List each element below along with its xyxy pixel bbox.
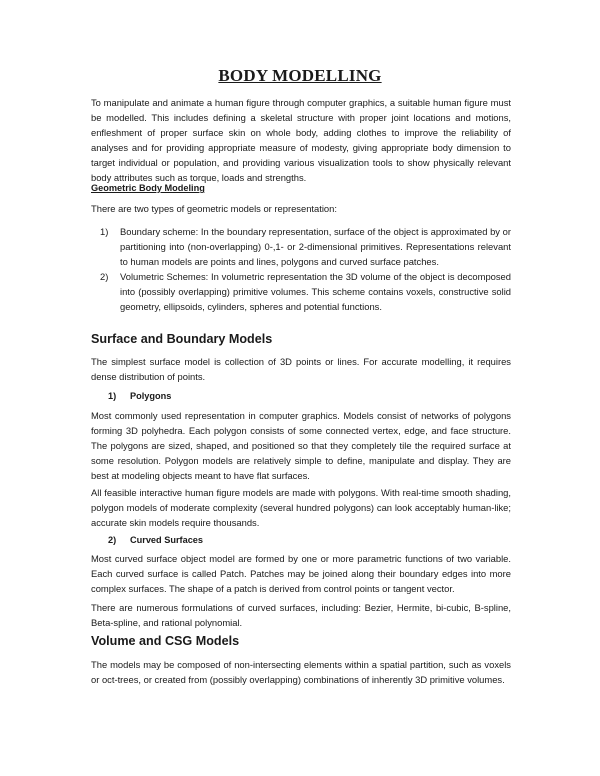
volume-heading: Volume and CSG Models (91, 634, 240, 648)
polygons-label: Polygons (130, 391, 172, 401)
list-item (100, 224, 511, 269)
surface-heading: Surface and Boundary Models (91, 332, 273, 346)
intro-paragraph: To manipulate and animate a human figure through computer graphics, a suitable human figure must be modelled. This includes defining a skeletal structure with proper joint locations and motions, enfleshment of proper surface skin on whole body, adding clothes to improve the reliability of analyses and for providing appropriate measure of modesty, giving appropriate body dimension to target individual or population, and providing various visualization tools to show physically relevant body attributes such as torque, loads and strengths. (91, 97, 511, 183)
volume-paragraph: The models may be composed of non-intersecting elements within a spatial partition, such as voxels or oct-trees, or created from (possibly overlapping) combinations of inherently 3D primitive volumes. (91, 659, 511, 685)
curved-label: Curved Surfaces (130, 535, 204, 545)
geometric-lead: There are two types of geometric models or representation: (91, 203, 337, 214)
geometric-list (91, 224, 511, 314)
list-number: 1) (100, 226, 109, 237)
geometric-heading: Geometric Body Modeling (91, 183, 205, 193)
surface-lead: The simplest surface model is collection of 3D points or lines. For accurate modelling, it requires dense distribution of points. (91, 356, 511, 382)
list-text: Boundary scheme: In the boundary representation, surface of the object is approximated by or partitioning into (non-overlapping) 0-,1- or 2-dimensional primitives. Representations relevant to human models are points and lines, polygons and curved surface patches. (120, 226, 511, 267)
list-item (100, 269, 511, 314)
polygons-paragraph-2: All feasible interactive human figure models are made with polygons. With real-time smooth shading, polygon models of moderate complexity (several hundred polygons) can look acceptably human-like; accurate skin models require thousands. (91, 487, 511, 528)
curved-paragraph-1: Most curved surface object model are formed by one or more parametric functions of two variable. Each curved surface is called Patch. Patches may be joined along their boundary edges into more complex surfaces. The shape of a patch is derived from control points or tangent vector. (91, 553, 511, 594)
curved-heading (91, 533, 528, 548)
list-number: 2) (100, 271, 109, 282)
list-text: Volumetric Schemes: In volumetric representation the 3D volume of the object is decomposed into (possibly overlapping) primitive volumes. This scheme contains voxels, constructive solid geometry, ellipsoids, cylinders, spheres and potential functions. (120, 271, 511, 312)
polygons-heading (91, 389, 528, 404)
curved-paragraph-2: There are numerous formulations of curved surfaces, including: Bezier, Hermite, bi-cubic, B-spline, Beta-spline, and rational polynomial. (91, 602, 511, 628)
curved-number: 2) (108, 535, 117, 545)
polygons-paragraph-1: Most commonly used representation in computer graphics. Models consist of networks of polygons forming 3D polyhedra. Each polygon consists of some connected vertex, edge, and face structure. The polygons are sized, shaped, and positioned so that they completely tile the required surface at some resolution. Polygon models are relatively simple to define, manipulate and display. They are best at modeling objects meant to have flat surfaces. (91, 410, 511, 481)
polygons-number: 1) (108, 391, 117, 401)
page-title: BODY MODELLING (218, 66, 382, 85)
